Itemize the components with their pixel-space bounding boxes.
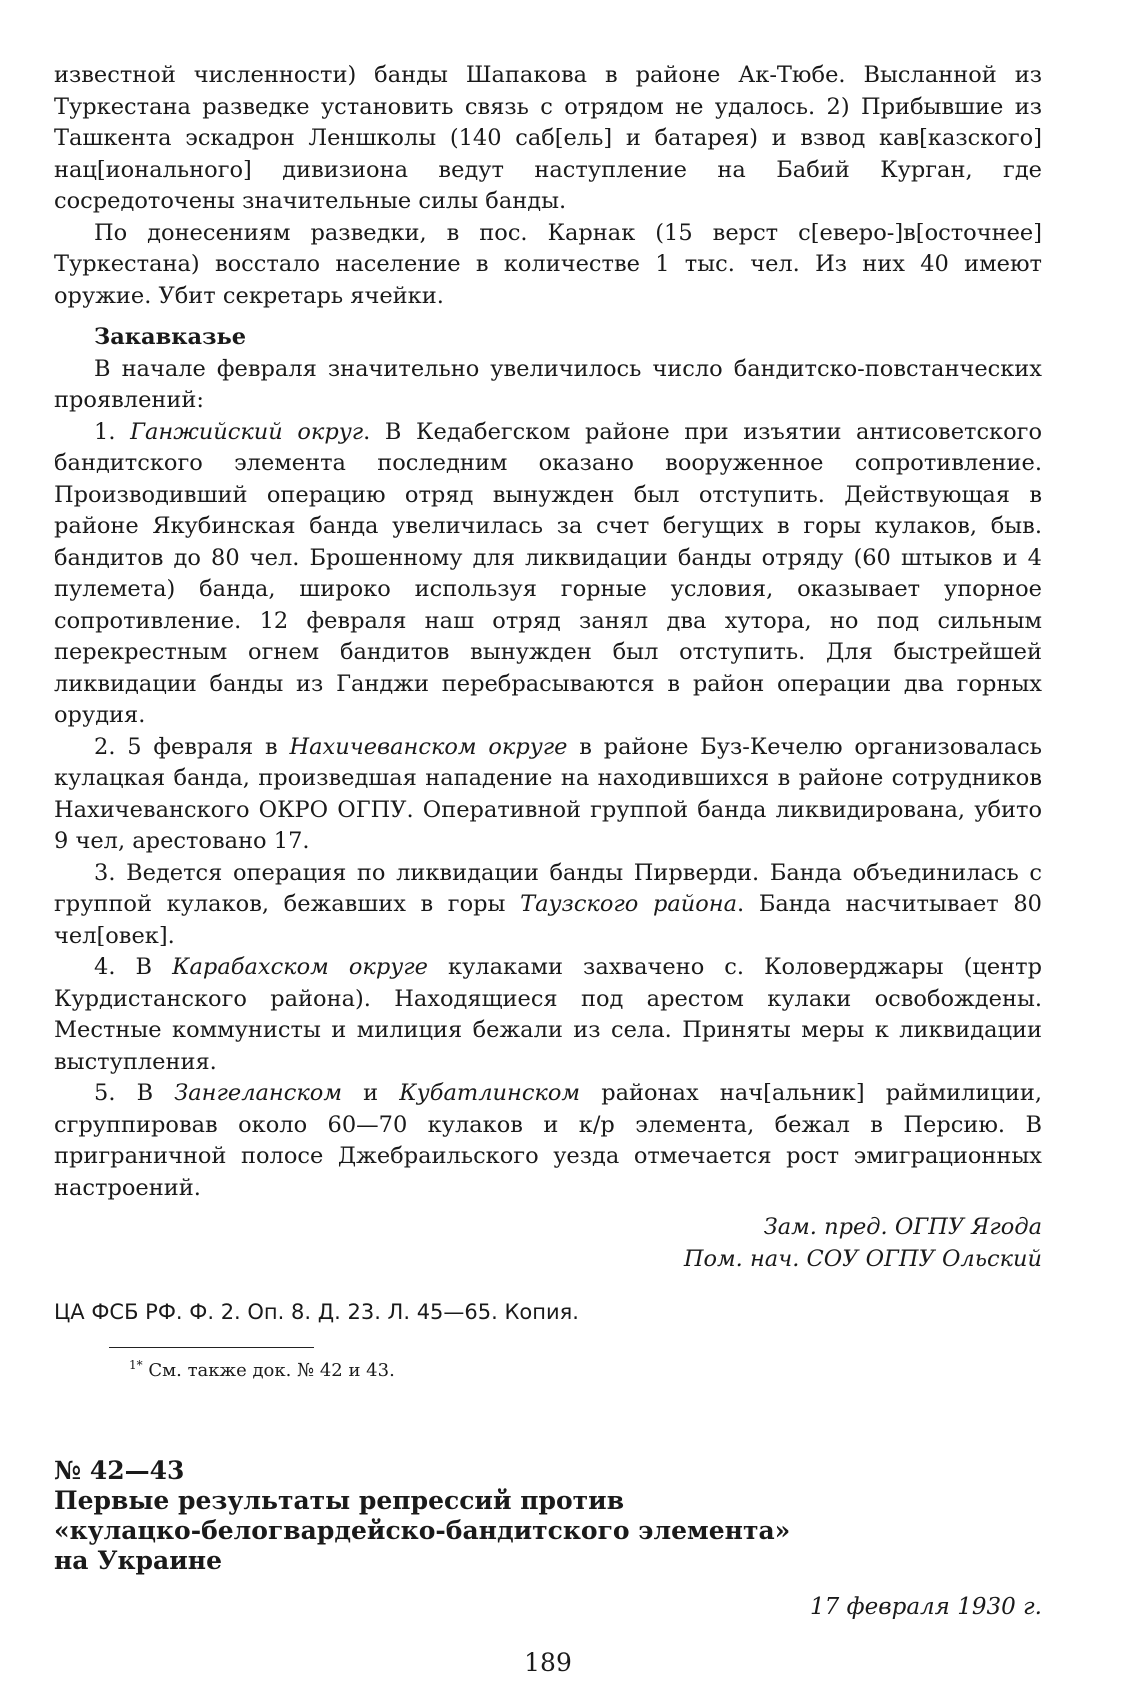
region-name: Нахичеванском округе [289,733,568,760]
item-text: в районе Буз-Кечелю организовалась кулацкая банда, произведшая нападение на находившихся в районе сотрудников Нахичеванского ОКРО ОГПУ. Оперативной группой банда ликвидирована, убито 9 чел, арестовано 17. [54,733,1043,854]
document-title-line: Первые результаты репрессий против [54,1485,625,1515]
region-name: Зангеланском [174,1080,342,1106]
item-prefix: 3. Ведется операция по ликвидации банды Пирверди. Банда объединилась с группой кулаков, бежавших в горы [54,859,1042,917]
item-text: . В Кедабегском районе при изъятии антисоветского бандитского элемента последним оказано вооруженное сопротивление. Производивший операцию отряд вынужден был отступить. Действующая в районе Якубинская банда увеличилась за счет бегущих в горы кулаков, быв. бандитов до 80 чел. Брошенному для ликвидации банды отряду (60 штыков и 4 пулемета) банда, широко используя горные условия, оказывает упорное сопротивление. 12 февраля наш отряд занял два хутора, но под сильным перекрестным огнем бандитов вынужден был отступить. Для быстрейшей ликвидации банды из Ганджи перебрасываются в район операции два горных орудия. [54,418,1043,728]
list-item-5 [54,1078,1042,1204]
section-heading-transcaucasia: Закавказье [94,324,247,350]
document-title [54,1486,1042,1576]
footnote-divider [109,1347,314,1348]
item-text: . Банда насчитывает 80 чел[овек]. [54,891,1042,949]
document-title-line: «кулацко-белогвардейско-бандитского элемента» [54,1515,791,1545]
signature-assistant-head: Пом. нач. СОУ ОГПУ Ольский [683,1245,1042,1272]
document-title-line: на Украине [54,1545,222,1575]
item-prefix: 2. 5 февраля в [94,733,290,760]
list-item-2 [54,732,1042,858]
page-number: 189 [524,1648,572,1677]
region-name: Кубатлинском [399,1080,581,1106]
footnote-marker: 1* [129,1357,143,1372]
region-name: Карабахском округе [172,954,428,980]
list-item-3 [54,858,1042,953]
item-prefix: 5. В [94,1080,175,1106]
footnote-text: См. также док. № 42 и 43. [142,1359,395,1381]
list-item-1 [54,417,1042,732]
region-name: Таузского района [520,891,738,917]
document-number: № 42—43 [54,1455,185,1485]
item-text: кулаками захвачено с. Коловерджары (центр Курдистанского района). Находящиеся под арестом кулаки освобождены. Местные коммунисты и милиция бежали из села. Приняты меры к ликвидации выступления. [54,954,1042,1075]
list-item-4 [54,952,1042,1078]
item-prefix: 4. В [94,954,173,980]
item-text: районах нач[альник] раймилиции, сгруппировав около 60—70 кулаков и к/р элемента, бежал в Персию. В приграничной полосе Джебраильского уезда отмечается рост эмиграционных настроений. [54,1080,1042,1201]
item-number: 1. [94,418,116,445]
signature-deputy-chairman: Зам. пред. ОГПУ Ягода [763,1214,1042,1240]
document-page [54,60,1042,1679]
region-name: Ганжийский округ [130,418,364,445]
item-connector: и [342,1080,400,1106]
footnote [54,1352,1042,1384]
document-date: 17 февраля 1930 г. [810,1593,1042,1620]
paragraph-intro: В начале февраля значительно увеличилось число бандитско-повстанческих проявлений: [54,355,1042,413]
archive-source: ЦА ФСБ РФ. Ф. 2. Оп. 8. Д. 23. Л. 45—65. Копия. [54,1300,579,1324]
paragraph-karnak: По донесениям разведки, в пос. Карнак (15 верст с[еверо-]в[осточнее] Туркестана) восстало население в количестве 1 тыс. чел. Из них 40 имеют оружие. Убит секретарь ячейки. [54,219,1042,309]
paragraph-continuation: известной численности) банды Шапакова в районе Ак-Тюбе. Высланной из Туркестана разведке установить связь с отрядом не удалось. 2) Прибывшие из Ташкента эскадрон Леншколы (140 саб[ель] и батарея) и взвод кав[казского] нац[ионального] дивизиона ведут наступление на Бабий Курган, где сосредоточены значительные силы банды. [54,62,1042,214]
